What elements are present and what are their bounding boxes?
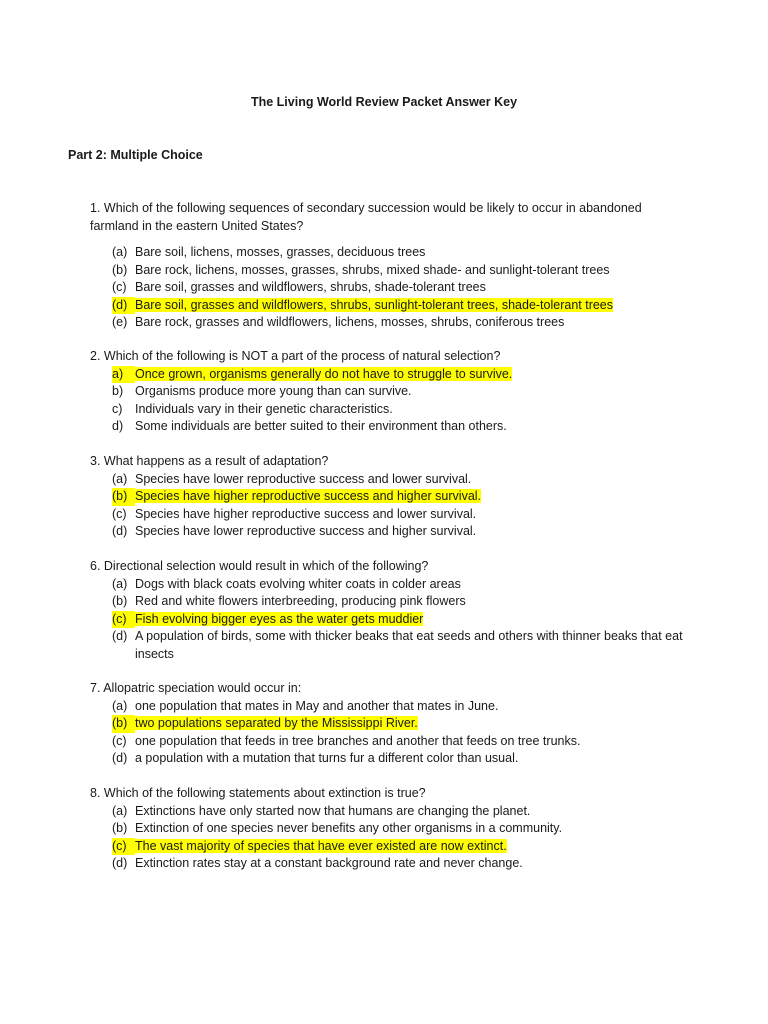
- option-a-correct: [112, 366, 690, 384]
- option-label: (c): [112, 733, 127, 748]
- question-text: 1. Which of the following sequences of secondary succession would be likely to occur in abandoned farmland in the eastern United States?: [90, 201, 642, 233]
- option-text: Bare soil, grasses and wildflowers, shrubs, shade-tolerant trees: [135, 280, 486, 294]
- option-d: [112, 523, 690, 541]
- option-label: (a): [112, 471, 128, 486]
- option-text: two populations separated by the Mississippi River.: [135, 716, 418, 730]
- option-label: (a): [112, 698, 128, 713]
- option-d: [112, 855, 690, 873]
- option-c-correct: [112, 838, 690, 856]
- options-list: [90, 471, 690, 541]
- option-text: Bare soil, grasses and wildflowers, shrubs, sunlight-tolerant trees, shade-tolerant trees: [135, 297, 614, 312]
- option-label: (d): [112, 297, 135, 315]
- page-title: The Living World Review Packet Answer Key: [250, 95, 518, 109]
- question-2: [90, 348, 690, 436]
- option-c: [112, 733, 690, 751]
- option-text: Fish evolving bigger eyes as the water gets muddier: [135, 611, 424, 626]
- option-label: (b): [112, 262, 128, 277]
- option-d: [112, 418, 690, 436]
- option-text: Organisms produce more young than can survive.: [135, 384, 412, 398]
- option-label: (a): [112, 576, 128, 591]
- option-text: a population with a mutation that turns fur a different color than usual.: [135, 751, 519, 765]
- option-label: a): [112, 366, 135, 384]
- option-text: one population that feeds in tree branches and another that feeds on tree trunks.: [135, 733, 581, 748]
- question-text: 8. Which of the following statements about extinction is true?: [90, 786, 426, 800]
- section-heading: Part 2: Multiple Choice: [68, 148, 203, 162]
- option-b: [112, 262, 690, 280]
- option-label: (c): [112, 838, 135, 856]
- option-a: [112, 244, 690, 262]
- option-b-correct: [112, 488, 690, 506]
- option-text: Bare rock, grasses and wildflowers, lichens, mosses, shrubs, coniferous trees: [135, 315, 565, 329]
- option-text: one population that mates in May and another that mates in June.: [135, 698, 499, 713]
- option-b: [112, 383, 690, 401]
- option-label: (b): [112, 594, 128, 608]
- option-label: (d): [112, 524, 128, 538]
- option-text: Bare rock, lichens, mosses, grasses, shrubs, mixed shade- and sunlight-tolerant trees: [135, 262, 610, 277]
- option-label: (e): [112, 315, 128, 329]
- option-text: Some individuals are better suited to their environment than others.: [135, 419, 507, 433]
- option-label: (c): [112, 506, 127, 521]
- option-label: (c): [112, 611, 135, 629]
- option-label: (b): [112, 821, 128, 835]
- option-label: (d): [112, 856, 128, 870]
- option-label: (c): [112, 280, 127, 294]
- option-b: [112, 820, 690, 838]
- option-label: (b): [112, 715, 135, 733]
- option-text: Extinctions have only started now that humans are changing the planet.: [135, 803, 531, 818]
- option-b-correct: [112, 715, 690, 733]
- question-text: 7. Allopatric speciation would occur in:: [90, 681, 302, 695]
- option-text: Red and white flowers interbreeding, producing pink flowers: [135, 594, 466, 608]
- option-text: A population of birds, some with thicker beaks that eat seeds and others with thinner beaks that eat insects: [135, 629, 683, 661]
- options-list: [90, 803, 690, 873]
- option-label: (a): [112, 803, 128, 818]
- options-list: [90, 576, 690, 664]
- question-text: 2. Which of the following is NOT a part of the process of natural selection?: [90, 349, 501, 363]
- question-7: [90, 680, 690, 768]
- option-text: Species have lower reproductive success and higher survival.: [135, 524, 477, 538]
- option-a: [112, 576, 690, 594]
- option-text: Once grown, organisms generally do not have to struggle to survive.: [135, 366, 513, 381]
- option-label: (a): [112, 245, 128, 259]
- option-d-correct: [112, 297, 690, 315]
- option-label: d): [112, 419, 124, 433]
- option-text: Bare soil, lichens, mosses, grasses, deciduous trees: [135, 245, 426, 259]
- option-c: [112, 279, 690, 297]
- option-text: Species have higher reproductive success and lower survival.: [135, 506, 477, 521]
- option-label: b): [112, 384, 124, 398]
- options-list: [90, 244, 690, 332]
- option-d: [112, 750, 690, 768]
- option-a: [112, 803, 690, 821]
- option-c: [112, 506, 690, 524]
- option-b: [112, 593, 690, 611]
- question-1: [90, 200, 690, 332]
- options-list: [90, 366, 690, 436]
- question-text: 6. Directional selection would result in which of the following?: [90, 559, 429, 573]
- option-text: Extinction rates stay at a constant background rate and never change.: [135, 856, 523, 870]
- option-label: c): [112, 401, 123, 416]
- option-e: [112, 314, 690, 332]
- option-text: Species have lower reproductive success and lower survival.: [135, 471, 472, 486]
- option-a: [112, 698, 690, 716]
- option-c-correct: [112, 611, 690, 629]
- option-d: [112, 628, 690, 663]
- option-label: (b): [112, 488, 135, 506]
- option-text: The vast majority of species that have ever existed are now extinct.: [135, 838, 507, 853]
- option-text: Dogs with black coats evolving whiter coats in colder areas: [135, 576, 461, 591]
- option-label: (d): [112, 751, 128, 765]
- option-text: Extinction of one species never benefits any other organisms in a community.: [135, 821, 563, 835]
- option-text: Individuals vary in their genetic characteristics.: [135, 401, 393, 416]
- options-list: [90, 698, 690, 768]
- question-text: 3. What happens as a result of adaptation?: [90, 454, 329, 468]
- question-6: [90, 558, 690, 663]
- option-text: Species have higher reproductive success and higher survival.: [135, 489, 482, 503]
- option-label: (d): [112, 629, 128, 643]
- option-a: [112, 471, 690, 489]
- option-c: [112, 401, 690, 419]
- question-8: [90, 785, 690, 873]
- question-3: [90, 453, 690, 541]
